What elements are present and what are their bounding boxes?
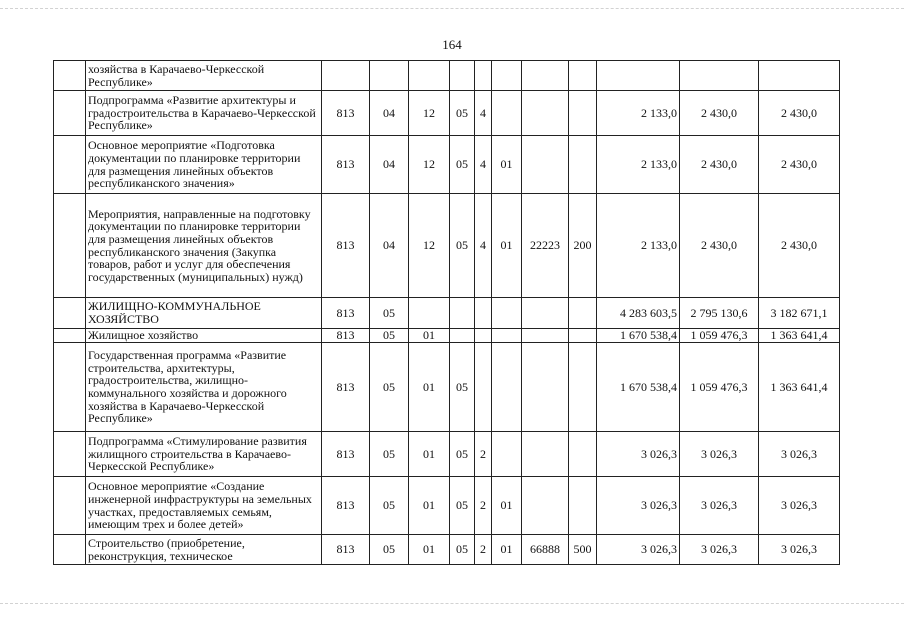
subprogram-code: 2	[475, 535, 492, 565]
subsection-code: 12	[409, 136, 450, 194]
direction-code: 22223	[522, 194, 569, 298]
subsection-code: 01	[409, 432, 450, 477]
table-row	[54, 194, 840, 298]
amount-year-1	[597, 61, 680, 91]
amount-year-3: 2 430,0	[759, 136, 840, 194]
scan-edge-top	[0, 8, 904, 9]
amount-year-1: 2 133,0	[597, 194, 680, 298]
table-row	[54, 136, 840, 194]
scan-edge-bottom	[0, 603, 904, 604]
section-code	[370, 61, 409, 91]
direction-code	[522, 343, 569, 432]
amount-year-1: 4 283 603,5	[597, 298, 680, 329]
subsection-code: 01	[409, 329, 450, 343]
subsection-code: 01	[409, 535, 450, 565]
event-code: 01	[492, 136, 522, 194]
row-number-cell	[54, 329, 86, 343]
row-number-cell	[54, 343, 86, 432]
grbs-code: 813	[322, 136, 370, 194]
subprogram-code: 2	[475, 477, 492, 535]
amount-year-3: 2 430,0	[759, 91, 840, 136]
amount-year-1: 2 133,0	[597, 91, 680, 136]
event-code	[492, 329, 522, 343]
grbs-code: 813	[322, 432, 370, 477]
grbs-code: 813	[322, 343, 370, 432]
table-row	[54, 298, 840, 329]
subprogram-code	[475, 343, 492, 432]
grbs-code: 813	[322, 535, 370, 565]
amount-year-2: 3 026,3	[680, 477, 759, 535]
item-name: Жилищное хозяйство	[86, 329, 322, 343]
row-number-cell	[54, 91, 86, 136]
direction-code: 66888	[522, 535, 569, 565]
item-name: хозяйства в Карачаево-Черкесской Республике»	[86, 61, 322, 91]
amount-year-3: 3 182 671,1	[759, 298, 840, 329]
table-row	[54, 61, 840, 91]
subsection-code: 01	[409, 343, 450, 432]
amount-year-3: 1 363 641,4	[759, 329, 840, 343]
expense-type-code	[569, 477, 597, 535]
amount-year-3: 2 430,0	[759, 194, 840, 298]
amount-year-1: 3 026,3	[597, 477, 680, 535]
program-code: 05	[450, 343, 475, 432]
program-code	[450, 298, 475, 329]
amount-year-1: 3 026,3	[597, 432, 680, 477]
row-number-cell	[54, 298, 86, 329]
amount-year-1: 1 670 538,4	[597, 343, 680, 432]
page-number: 164	[442, 37, 462, 52]
expense-type-code	[569, 298, 597, 329]
item-name: Основное мероприятие «Создание инженерной инфраструктуры на земельных участках, предоставляемых семьям, имеющим трех и более детей»	[86, 477, 322, 535]
row-number-cell	[54, 477, 86, 535]
expense-type-code	[569, 329, 597, 343]
item-name: Мероприятия, направленные на подготовку документации по планировке территории для размещения линейных объектов республиканского значения (Закупка товаров, работ и услуг для обеспечения государственных (муниципальных) нужд)	[86, 194, 322, 298]
table-row	[54, 535, 840, 565]
event-code	[492, 61, 522, 91]
amount-year-3: 3 026,3	[759, 432, 840, 477]
direction-code	[522, 329, 569, 343]
table-row	[54, 343, 840, 432]
grbs-code	[322, 61, 370, 91]
section-code: 05	[370, 343, 409, 432]
item-name: Подпрограмма «Стимулирование развития жилищного строительства в Карачаево-Черкесской Республике»	[86, 432, 322, 477]
row-number-cell	[54, 194, 86, 298]
direction-code	[522, 91, 569, 136]
event-code	[492, 91, 522, 136]
expense-type-code: 200	[569, 194, 597, 298]
subsection-code	[409, 61, 450, 91]
amount-year-2: 2 430,0	[680, 91, 759, 136]
item-name: Основное мероприятие «Подготовка документации по планировке территории для размещения линейных объектов республиканского значения»	[86, 136, 322, 194]
subprogram-code: 4	[475, 136, 492, 194]
section-code: 05	[370, 298, 409, 329]
amount-year-1: 3 026,3	[597, 535, 680, 565]
program-code: 05	[450, 432, 475, 477]
subprogram-code	[475, 61, 492, 91]
section-code: 04	[370, 91, 409, 136]
program-code: 05	[450, 91, 475, 136]
event-code: 01	[492, 194, 522, 298]
event-code	[492, 432, 522, 477]
subsection-code: 12	[409, 91, 450, 136]
event-code: 01	[492, 477, 522, 535]
program-code: 05	[450, 136, 475, 194]
grbs-code: 813	[322, 91, 370, 136]
subprogram-code: 4	[475, 91, 492, 136]
expense-type-code	[569, 432, 597, 477]
amount-year-2: 2 430,0	[680, 194, 759, 298]
amount-year-2	[680, 61, 759, 91]
item-name: Строительство (приобретение, реконструкция, техническое	[86, 535, 322, 565]
row-number-cell	[54, 432, 86, 477]
direction-code	[522, 477, 569, 535]
item-name: Подпрограмма «Развитие архитектуры и градостроительства в Карачаево-Черкесской Республике»	[86, 91, 322, 136]
expense-type-code	[569, 61, 597, 91]
amount-year-2: 2 430,0	[680, 136, 759, 194]
subsection-code	[409, 298, 450, 329]
event-code	[492, 298, 522, 329]
item-name: Государственная программа «Развитие строительства, архитектуры, градостроительства, жилищно-коммунального хозяйства и дорожного хозяйства в Карачаево-Черкесской Республике»	[86, 343, 322, 432]
amount-year-3: 1 363 641,4	[759, 343, 840, 432]
row-number-cell	[54, 136, 86, 194]
program-code: 05	[450, 477, 475, 535]
budget-table	[53, 60, 840, 565]
amount-year-2: 2 795 130,6	[680, 298, 759, 329]
table-row	[54, 432, 840, 477]
grbs-code: 813	[322, 477, 370, 535]
subprogram-code: 4	[475, 194, 492, 298]
row-number-cell	[54, 535, 86, 565]
expense-type-code	[569, 136, 597, 194]
amount-year-1: 2 133,0	[597, 136, 680, 194]
subprogram-code	[475, 329, 492, 343]
amount-year-2: 1 059 476,3	[680, 343, 759, 432]
direction-code	[522, 61, 569, 91]
section-code: 05	[370, 477, 409, 535]
amount-year-3: 3 026,3	[759, 535, 840, 565]
section-code: 05	[370, 535, 409, 565]
program-code: 05	[450, 535, 475, 565]
section-code: 05	[370, 432, 409, 477]
table-row	[54, 477, 840, 535]
direction-code	[522, 432, 569, 477]
section-code: 05	[370, 329, 409, 343]
amount-year-2: 3 026,3	[680, 432, 759, 477]
table-body	[54, 61, 840, 565]
amount-year-3	[759, 61, 840, 91]
section-code: 04	[370, 136, 409, 194]
direction-code	[522, 136, 569, 194]
event-code	[492, 343, 522, 432]
row-number-cell	[54, 61, 86, 91]
expense-type-code	[569, 343, 597, 432]
grbs-code: 813	[322, 194, 370, 298]
direction-code	[522, 298, 569, 329]
expense-type-code: 500	[569, 535, 597, 565]
subprogram-code: 2	[475, 432, 492, 477]
program-code: 05	[450, 194, 475, 298]
section-code: 04	[370, 194, 409, 298]
expense-type-code	[569, 91, 597, 136]
event-code: 01	[492, 535, 522, 565]
subsection-code: 01	[409, 477, 450, 535]
table-row	[54, 329, 840, 343]
amount-year-2: 3 026,3	[680, 535, 759, 565]
table-row	[54, 91, 840, 136]
grbs-code: 813	[322, 329, 370, 343]
amount-year-1: 1 670 538,4	[597, 329, 680, 343]
subsection-code: 12	[409, 194, 450, 298]
grbs-code: 813	[322, 298, 370, 329]
program-code	[450, 329, 475, 343]
amount-year-3: 3 026,3	[759, 477, 840, 535]
subprogram-code	[475, 298, 492, 329]
program-code	[450, 61, 475, 91]
amount-year-2: 1 059 476,3	[680, 329, 759, 343]
item-name: ЖИЛИЩНО-КОММУНАЛЬНОЕ ХОЗЯЙСТВО	[86, 298, 322, 329]
